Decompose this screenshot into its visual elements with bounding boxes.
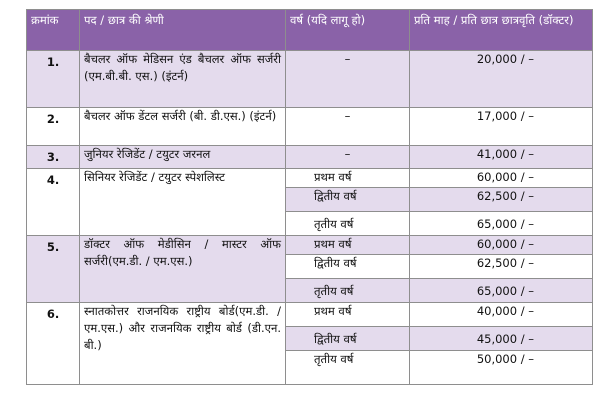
row-number: 6. xyxy=(27,303,80,385)
post-name: स्नातकोत्तर राजनयिक राष्ट्रीय बोर्ड(एम.डी. / एम.एस.) और राजनयिक राष्ट्रीय बोर्ड (डी.एन. बी.) xyxy=(80,303,286,385)
header-sn: क्रमांक xyxy=(27,10,80,51)
stipend-amount: 20,000 / – xyxy=(410,51,593,108)
post-name: बैचलर ऑफ डेंटल सर्जरी (बी. डी.एस.) (इंटर्न) xyxy=(80,108,286,146)
stipend-amount: 41,000 / – xyxy=(410,146,593,169)
year-cell: प्रथम वर्ष xyxy=(286,236,410,255)
table-row xyxy=(27,236,593,255)
stipend-amount: 65,000 / – xyxy=(410,279,593,303)
year-cell: तृतीय वर्ष xyxy=(286,212,410,236)
stipend-amount: 62,500 / – xyxy=(410,188,593,212)
row-number: 1. xyxy=(27,51,80,108)
row-number: 5. xyxy=(27,236,80,303)
row-number: 4. xyxy=(27,169,80,236)
stipend-table xyxy=(26,9,593,385)
stipend-amount: 17,000 / – xyxy=(410,108,593,146)
post-name: सिनियर रेजिडेंट / टयुटर स्पेशलिस्ट xyxy=(80,169,286,236)
stipend-amount: 45,000 / – xyxy=(410,327,593,351)
year-cell: तृतीय वर्ष xyxy=(286,279,410,303)
table-row xyxy=(27,108,593,146)
year-cell: – xyxy=(286,108,410,146)
table-row xyxy=(27,303,593,327)
header-post: पद / छात्र की श्रेणी xyxy=(80,10,286,51)
year-cell: द्वितीय वर्ष xyxy=(286,255,410,279)
stipend-amount: 50,000 / – xyxy=(410,351,593,385)
table-row xyxy=(27,146,593,169)
year-cell: – xyxy=(286,146,410,169)
post-name: बैचलर ऑफ मेडिसन एंड बैचलर ऑफ सर्जरी (एम.बी.बी. एस.) (इंटर्न) xyxy=(80,51,286,108)
year-cell: प्रथम वर्ष xyxy=(286,303,410,327)
stipend-amount: 65,000 / – xyxy=(410,212,593,236)
header-row xyxy=(27,10,593,51)
header-stipend: प्रति माह / प्रति छात्र छात्रवृति (डॉक्टर) xyxy=(410,10,593,51)
stipend-amount: 62,500 / – xyxy=(410,255,593,279)
row-number: 2. xyxy=(27,108,80,146)
table-row xyxy=(27,169,593,188)
header-year: वर्ष (यदि लागू हो) xyxy=(286,10,410,51)
stipend-amount: 60,000 / – xyxy=(410,236,593,255)
row-number: 3. xyxy=(27,146,80,169)
year-cell: द्वितीय वर्ष xyxy=(286,327,410,351)
year-cell: द्वितीय वर्ष xyxy=(286,188,410,212)
year-cell: तृतीय वर्ष xyxy=(286,351,410,385)
post-name: डॉक्टर ऑफ मेडीसिन / मास्टर ऑफ सर्जरी(एम.डी. / एम.एस.) xyxy=(80,236,286,303)
stipend-amount: 40,000 / – xyxy=(410,303,593,327)
year-cell: – xyxy=(286,51,410,108)
table-row xyxy=(27,51,593,108)
stipend-amount: 60,000 / – xyxy=(410,169,593,188)
post-name: जुनियर रेजिडेंट / टयुटर जरनल xyxy=(80,146,286,169)
year-cell: प्रथम वर्ष xyxy=(286,169,410,188)
